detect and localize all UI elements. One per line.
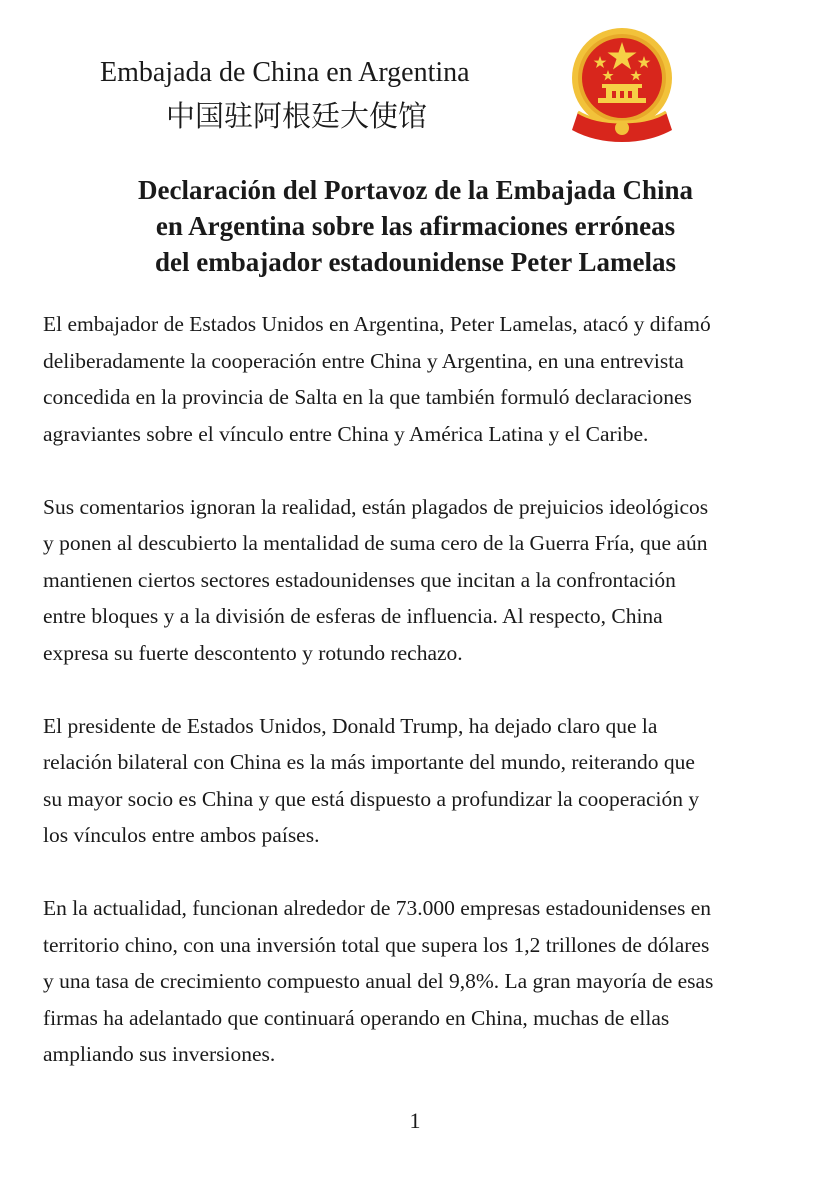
emblem-gate-roof [602,84,642,88]
emblem-gate-base [598,98,646,103]
paragraph-line: relación bilateral con China es la más importante del mundo, reiterando que [43,750,695,774]
page-number: 1 [409,1108,421,1133]
paragraph-line: mantienen ciertos sectores estadounidenses que incitan a la confrontación [43,567,676,592]
paragraph-2 [43,489,813,672]
emblem-gate-door [620,91,624,98]
paragraph-line: su mayor socio es China y que está dispuesto a profundizar la cooperación y [43,786,700,811]
emblem-gate-door [612,91,616,98]
statement-title [40,172,791,280]
paragraph-line: concedida en la provincia de Salta en la que también formuló declaraciones [43,385,692,409]
paragraph-line: y ponen al descubierto la mentalidad de suma cero de la Guerra Fría, que aún [43,531,708,555]
national-emblem-icon [564,26,680,144]
embassy-name-chinese: 中国驻阿根廷大使馆 [166,99,428,133]
emblem-gear-hub [615,121,629,135]
paragraph-line: expresa su fuerte descontento y rotundo rechazo. [43,640,463,665]
title-line: Declaración del Portavoz de la Embajada China [138,175,693,205]
statement-body [43,306,813,1109]
document-header [0,0,831,150]
paragraph-1 [43,306,813,452]
paragraph-line: firmas ha adelantado que continuará operando en China, muchas de ellas [43,1005,670,1030]
paragraph-4 [43,890,813,1073]
paragraph-line: agraviantes sobre el vínculo entre China y América Latina y el Caribe. [43,421,649,446]
paragraph-line: ampliando sus inversiones. [43,1042,276,1066]
title-line: en Argentina sobre las afirmaciones erróneas [155,211,676,241]
paragraph-line: y una tasa de crecimiento compuesto anual del 9,8%. La gran mayoría de esas [43,969,714,993]
paragraph-line: deliberadamente la cooperación entre China y Argentina, en una entrevista [43,348,684,373]
title-line: del embajador estadounidense Peter Lamelas [155,247,676,277]
embassy-name-spanish: Embajada de China en Argentina [100,57,470,88]
paragraph-3 [43,708,813,854]
paragraph-line: Sus comentarios ignoran la realidad, están plagados de prejuicios ideológicos [43,494,709,519]
paragraph-line: entre bloques y a la división de esferas de influencia. Al respecto, China [43,604,663,628]
paragraph-line: los vínculos entre ambos países. [43,823,320,847]
paragraph-line: territorio chino, con una inversión total que supera los 1,2 trillones de dólares [43,932,710,957]
paragraph-line: El presidente de Estados Unidos, Donald Trump, ha dejado claro que la [43,713,658,738]
emblem-gate-door [628,91,632,98]
paragraph-line: El embajador de Estados Unidos en Argentina, Peter Lamelas, atacó y difamó [43,312,711,336]
paragraph-line: En la actualidad, funcionan alrededor de 73.000 empresas estadounidenses en [43,896,712,920]
